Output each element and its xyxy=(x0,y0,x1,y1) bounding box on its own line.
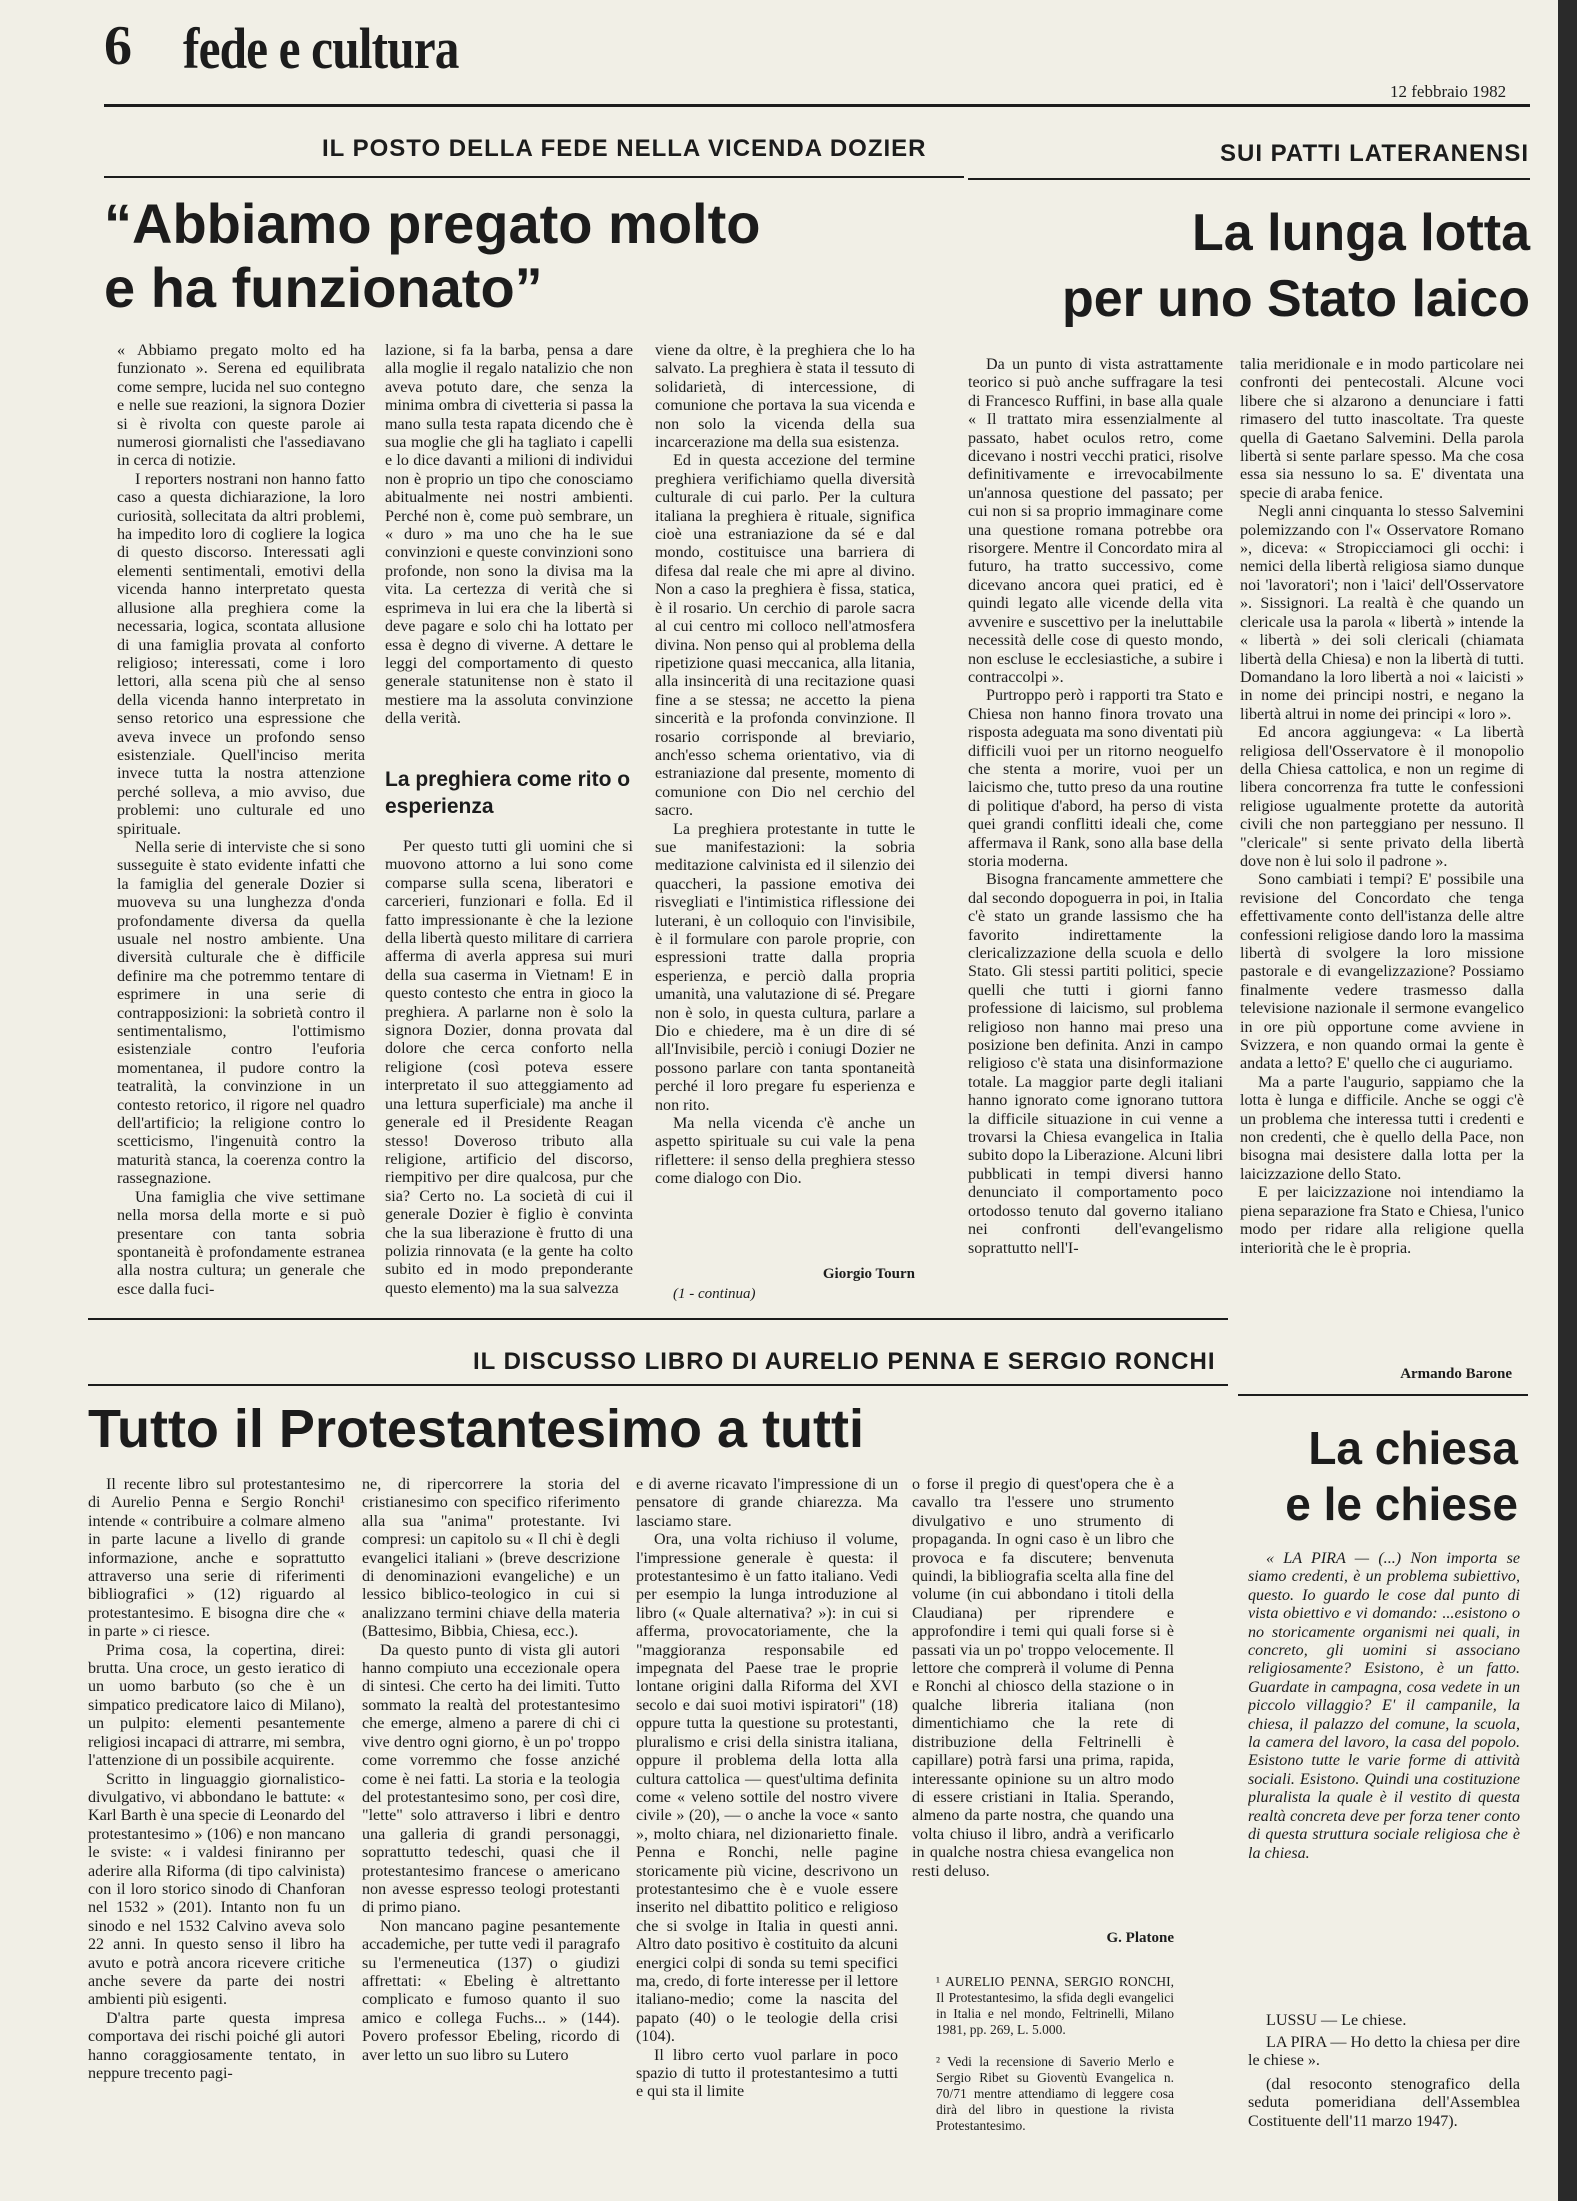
article3-footnote-1: ¹ AURELIO PENNA, SERGIO RONCHI, Il Protestantesimo, la sfida degli evangelici in Italia e nel mondo, Feltrinelli, Milano 1981, pp. 269, L. 5.000. xyxy=(936,1974,1174,2037)
article1-subheading: La preghiera come rito o esperienza xyxy=(385,768,631,818)
page-number: 6 xyxy=(104,15,132,77)
article3-kicker: IL DISCUSSO LIBRO DI AURELIO PENNA E SERGIO RONCHI xyxy=(473,1348,1216,1375)
article3-column-1: Il recente libro sul protestantesimo di Aurelio Penna e Sergio Ronchi¹ intende « contribuire a colmare almeno in parte lacune a livello di grande informazione, anche e soprattutto attraverso una serie di riferimenti bibliografici » (12) riguardo al protestantesimo. E bisogna dire che « in parte » ci riesce. Prima cosa, la copertina, direi: brutta. Una croce, un gesto ieratico di un uomo barbuto (so che è un simpatico predicatore laico di Milano), un pulpito: elementi pesantemente religiosi incapaci di attrarre, mi sembra, l'attenzione di un possibile acquirente. Scritto in linguaggio giornalistico-divulgativo, vi abbondano le battute: « Karl Barth è una specie di Leonardo del protestantesimo » (106) e non mancano le sviste: « i valdesi finiranno per aderire alla Riforma (di tipo calvinista) con il loro storico sinodo di Chanforan nel 1532 » (201). Intanto non fu un sinodo e nel 1532 Calvino aveva solo 22 anni. In questo senso il libro ha avuto e potrà ancora ricevere critiche anche severe da parte dei nostri ambienti più esigenti. D'altra parte questa impresa comportava dei rischi poiché gli autori hanno coraggiosamente tentato, in neppure trecento pagi- xyxy=(88,1476,345,2082)
box-source: (dal resoconto stenografico della seduta pomeridiana dell'Assemblea Costituente dell'11 marzo 1947). xyxy=(1248,2076,1520,2130)
article2-signature: Armando Barone xyxy=(1400,1366,1512,1382)
article1-kicker: IL POSTO DELLA FEDE NELLA VICENDA DOZIER xyxy=(322,135,927,162)
article3-signature: G. Platone xyxy=(1106,1930,1174,1946)
section-title: fede e cultura xyxy=(183,16,459,81)
article3-top-rule xyxy=(88,1318,1228,1320)
box-quote-3: LA PIRA — Ho detto la chiesa per dire le chiese ». xyxy=(1248,2034,1520,2070)
article3-column-2: ne, di ripercorrere la storia del cristianesimo con specifico riferimento alla sua "anima" protestante. Ivi compresi: un capitolo su « Il chi è degli evangelici italiani » (breve descrizione di denominazioni evangeliche) e un lessico biblico-teologico in cui si analizzano termini chiave della materia (Battesimo, Bibbia, Chiesa, ecc.). Da questo punto di vista gli autori hanno compiuto una eccezionale opera di sintesi. Che certo ha dei limiti. Tutto sommato la realtà del protestantesimo che emerge, almeno a parere di chi ci vive dentro ogni giorno, è un po' troppo come vorremmo che fosse anziché come è nei fatti. La storia e la teologia del protestantesimo sono, per così dire, "lette" solo attraverso i libri e dentro una galleria di grandi personaggi, soprattutto tedeschi, quasi che il protestantesimo francese o americano non avesse espresso teologi protestanti di primo piano. Non mancano pagine pesantemente accademiche, per tutte vedi il paragrafo su l'ermeneutica (137) o giudizi affrettati: « Ebeling è altrettanto complicato e fumoso quanto il suo amico e collega Fuchs... » (144). Povero professor Ebeling, ricordo di aver letto un suo libro su Lutero xyxy=(362,1476,620,2064)
article2-headline: La lunga lotta per uno Stato laico xyxy=(1061,204,1530,328)
box-top-rule xyxy=(1238,1394,1528,1396)
box-headline: La chiesa e le chiese xyxy=(1285,1422,1518,1530)
issue-date: 12 febbraio 1982 xyxy=(1390,82,1507,101)
article1-continued: (1 - continua) xyxy=(673,1286,756,1302)
article1-kicker-rule xyxy=(104,176,964,178)
article1-column-1: « Abbiamo pregato molto ed ha funzionato ». Serena ed equilibrata come sempre, lucida nel suo contegno e nelle sue reazioni, la signora Dozier si è rivolta con queste parole ai numerosi giornalisti che l'assediavano in cerca di notizie. I reporters nostrani non hanno fatto caso a questa dichiarazione, la loro curiosità, sollecitata da altri problemi, ha impedito loro di cogliere la logica di questo discorso. Interessati agli elementi sentimentali, emotivi della vicenda hanno interpretato questa allusione alla preghiera come la necessaria, logica, scontata allusione di una famiglia provata al conforto religioso; interessati, come i loro lettori, alla scena più che al senso della vicenda hanno interpretato in senso retorico una espressione che aveva invece un profondo senso esistenziale. Quell'inciso merita invece tutta la nostra attenzione perché solleva, a mio avviso, due problemi: uno culturale ed uno spirituale. Nella serie di interviste che si sono susseguite è stato evidente infatti che la famiglia del generale Dozier si muoveva su una lunghezza d'onda profondamente diversa da quella usuale nel nostro ambiente. Una diversità culturale che è difficile definire ma che potremmo tentare di esprimere in una serie di contrapposizioni: la sobrietà contro il sentimentalismo, l'ottimismo esistenziale contro l'euforia momentanea, il pudore contro la teatralità, la convinzione in un contesto retorico, il rigore nel quadro dell'artificio; la religione contro lo scetticismo, l'ingenuità contro la maturità stanca, la coerenza contro la rassegnazione. Una famiglia che vive settimane nella morsa della morte e si può presentare con tanta sobria spontaneità è profondamente estranea alla nostra cultura; un generale che esce dalla fuci- xyxy=(117,342,365,1298)
article1-column-2b: Per questo tutti gli uomini che si muovono attorno a lui sono come comparse sulla scena, liberatori e carcerieri, funzionari e folla. Ed il fatto impressionante è che la lezione della libertà questo militare di carriera afferma di averla appresa sui muri della sua caserma in Vietnam! E in questo contesto che entra in gioco la preghiera. A parlarne non è solo la signora Dozier, donna provata dal dolore che cerca conforto nella religione (così poteva essere interpretato il suo atteggiamento ad una lettura superficiale) ma anche il generale ed il Presidente Reagan stesso! Doveroso tributo alla religione, artificio del discorso, riempitivo per dire qualcosa, pur che sia? Certo no. La società di cui il generale Dozier è figlio è convinta che la sua liberazione è frutto di una polizia rinnovata (e la gente ha colto subito ed in modo preponderante questo elemento) ma la sua salvezza xyxy=(385,838,633,1297)
article2-column-2: talia meridionale e in modo particolare nei confronti dei pentecostali. Alcune voci libere che si alzarono a denunciare i fatti rimasero del tutto inascoltate. Tra queste quella di Gaetano Salvemini. Della parola libertà si sente parlare spesso. Ma che cosa essa sia nessuno lo sa. E' diventata una specie di araba fenice. Negli anni cinquanta lo stesso Salvemini polemizzando con l'« Osservatore Romano », diceva: « Stropicciamoci gli occhi: i nemici della libertà religiosa siamo dunque noi 'lavoratori'; non i 'laici' dell'Osservatore ». Sissignori. La realtà è che quando un clericale usa la parola « libertà » intende la « libertà » dei soli clericali (chiamata libertà della Chiesa) e non la libertà di tutti. Domandano la loro libertà a noi « laicisti » in nome dei principi nostri, e negano la libertà altrui in nome dei principi « loro ». Ed ancora aggiungeva: « La libertà religiosa dell'Osservatore è il monopolio della Chiesa cattolica, e non un regime di libera concorrenza fra tutte le confessioni religiose ugualmente protette da autorità civili che non parteggiano per nessuno. Il "clericale" si sente privato della libertà dove non è lui solo il padrone ». Sono cambiati i tempi? E' possibile una revisione del Concordato che tenga effettivamente conto dell'istanza delle altre confessioni religiose dando loro la massima libertà di svolgere la loro missione pastorale e di evangelizzazione? Possiamo finalmente vedere trasmesso dalla televisione nazionale il sermone evangelico in ore più opportune come avviene in Svizzera, e non quando ormai la gente è andata a letto? E' quello che ci auguriamo. Ma a parte l'augurio, sappiamo che la lotta è lunga e difficile. Anche se oggi c'è un problema che interessa tutti i credenti e non credenti, che è quello della Pace, non bisogna mai desistere dalla lotta per la laicizzazione dello Stato. E per laicizzazione noi intendiamo la piena separazione fra Stato e Chiesa, l'unico modo per ridare alla religione quella interiorità che le è propria. xyxy=(1240,356,1524,1257)
article1-signature: Giorgio Tourn xyxy=(822,1266,915,1282)
box-quote-2: LUSSU — Le chiese. xyxy=(1266,2012,1407,2029)
header-rule xyxy=(104,104,1530,107)
article3-headline: Tutto il Protestantesimo a tutti xyxy=(88,1399,865,1459)
article2-kicker: SUI PATTI LATERANENSI xyxy=(1220,140,1529,167)
box-quote-1: « LA PIRA — (...) Non importa se siamo credenti, è un problema subiettivo, questo. Io guardo le cose dal punto di vista obiettivo e vi domando: ...esistono o no storicamente organismi nei quali, in concreto, gli uomini si associano religiosamente? Esistono, è un fatto. Guardate in campagna, cosa vedete in un piccolo villaggio? E' il campanile, la chiesa, il palazzo del comune, la scuola, la camera del lavoro, la casa del popolo. Esistono tutte le varie forme di attività sociali. Esistono. Quindi una costituzione pluralista la quale è il vestito di questa realtà concreta deve per forza tener conto di questa struttura sociale religiosa che è la chiesa. xyxy=(1248,1550,1520,1862)
article1-headline: “Abbiamo pregato molto e ha funzionato” xyxy=(104,192,761,320)
article3-kicker-rule xyxy=(88,1384,1228,1386)
article3-column-4: o forse il pregio di quest'opera che è a cavallo tra l'essere uno strumento divulgativo e uno strumento di propaganda. In ogni caso è un libro che provoca e fa discutere; benvenuta quindi, la bibliografia scelta alla fine del volume (in cui abbondano i titoli della Claudiana) per riprendere e approfondire i temi qui quali forse si è passati via un po' troppo velocemente. Il lettore che comprerà il volume di Penna e Ronchi al chiosco della stazione o in qualche libreria italiana (non dimentichiamo che la rete di distribuzione della Feltrinelli è capillare) potrà farsi una prima, rapida, interessante opinione su un altro modo di essere cristiani in Italia. Sperando, almeno da parte nostra, che quando una volta chiuso il libro, andrà a verificarlo in qualche nostra chiesa evangelica non resti deluso. xyxy=(912,1476,1174,1880)
article2-column-1: Da un punto di vista astrattamente teorico si può anche suffragare la tesi di Francesco Ruffini, in base alla quale « Il trattato mira essenzialmente al passato, habet oculos retro, come dicevano i nostri vecchi pratici, risolve definitivamente e irrevocabilmente un'annosa questione del passato; per cui non si sa proprio immaginare come una questione romana potrebbe ora risorgere. Mentre il Concordato mira al futuro, ha tratto successivo, come dicevano ancora quei pratici, ed è quindi legato alle vicende della vita avvenire e suscettivo per la ineluttabile necessità delle cose di questo mondo, non escluse le ecclesiastiche, a subire i contraccolpi ». Purtroppo però i rapporti tra Stato e Chiesa non hanno finora trovato una risposta adeguata ma sono diventati più difficili vuoi per un ritorno neoguelfo che stenta a morire, vuoi per un laicismo che, tutto preso da una routine di politique d'abord, ha perso di vista quei grandi conflitti ideali che, come affermava il Rank, sono alla base della storia moderna. Bisogna francamente ammettere che dal secondo dopoguerra in poi, in Italia c'è stato un grande lassismo che ha favorito indirettamente la clericalizzazione della scuola e dello Stato. Gli stessi partiti politici, specie quelli che tutti i giorni fanno professione di laicismo, sul problema religioso non hanno mai preso una posizione ben definita. Anzi in campo religioso c'è stata una disinformazione totale. La maggior parte degli italiani hanno ignorato come ignorano tuttora la difficile situazione in cui venne a trovarsi la Chiesa evangelica in Italia subito dopo la Liberazione. Alcuni libri pubblicati in tempi diversi hanno denunciato il comportamento poco ortodosso tenuto dal governo italiano nei confronti dell'evangelismo soprattutto nell'I- xyxy=(968,356,1223,1257)
article3-footnote-2: ² Vedi la recensione di Saverio Merlo e Sergio Ribet su Gioventù Evangelica n. 70/71 mentre attendiamo di leggere cosa dirà del libro in questione la rivista Protestantesimo. xyxy=(936,2054,1174,2133)
page-edge xyxy=(1558,0,1577,2201)
article3-column-3: e di averne ricavato l'impressione di un pensatore di grande chiarezza. Ma lasciamo stare. Ora, una volta richiuso il volume, l'impressione generale è questa: il protestantesimo è un fatto italiano. Vedi per esempio la lunga introduzione al libro (« Quale alternativa? »): in cui si afferma, provocatoriamente, che la "maggioranza responsabile ed impegnata del Paese trae le proprie lontane origini dalla Riforma del XVI secolo e dai suoi motivi ispiratori" (18) oppure tutta la questione su protestanti, pluralismo e crisi della sinistra italiana, oppure il problema della lotta alla cultura cattolica — quest'ultima definita come « veleno sottile del nostro vivere civile » (20), — o anche la voce « santo », molto chiara, nel dizionarietto finale. Penna e Ronchi, nelle pagine storicamente più vicine, descrivono un protestantesimo che è e vuole essere inserito nel dibattito politico e religioso che si svolge in Italia in questi anni. Altro dato positivo è costituito da alcuni energici colpi di sonda su temi specifici ma, credo, di forte interesse per il lettore italiano-medio; come la nascita del papato (40) o le teologie della crisi (104). Il libro certo vuol parlare in poco spazio di tutto il protestantesimo a tutti e qui sta il limite xyxy=(636,1476,898,2101)
article2-kicker-rule xyxy=(968,178,1530,180)
article1-column-3: viene da oltre, è la preghiera che lo ha salvato. La preghiera è stata il tessuto di solidarietà, di intercessione, di comunione che portava la sua vicenda e non solo la vicenda della sua incarcerazione ma della sua esistenza. Ed in questa accezione del termine preghiera verifichiamo quella diversità culturale di cui parlo. Per la cultura italiana la preghiera è rituale, significa cioè una estraniazione da sé e dal mondo, costituisce una barriera di difesa dal reale che mi apre al divino. Non a caso la preghiera è fissa, statica, è il rosario. Un cerchio di parole sacra al cui centro mi colloco nell'atmosfera divina. Non penso qui al problema della ripetizione quasi meccanica, alla litania, alla insincerità di una recitazione quasi fine a se stessa; ne accetto la piena sincerità e la profonda convinzione. Il rosario corrisponde al breviario, anch'esso schema orientativo, via di estraniazione dal presente, momento di comunione con Dio nel cerchio del sacro. La preghiera protestante in tutte le sue manifestazioni: la sobria meditazione calvinista ed il silenzio dei quaccheri, la passione emotiva dei risvegliati e l'intimistica riflessione dei luterani, è un colloquio con l'invisibile, è il formulare con parole proprie, con espressioni tratte dalla propria esperienza, e perciò dalla propria umanità, una valutazione di sé. Pregare non è solo, in questa cultura, parlare a Dio e chiedere, ma è un dire di sé all'Invisibile, perciò i coniugi Dozier ne possono parlare con tanta spontaneità perché il loro pregare fu esperienza e non rito. Ma nella vicenda c'è anche un aspetto spirituale su cui vale la pena riflettere: il senso della preghiera stesso come dialogo con Dio. xyxy=(655,342,915,1188)
article1-column-2a: lazione, si fa la barba, pensa a dare alla moglie il regalo natalizio che non aveva potuto dare, che senza la minima ombra di civetteria si passa la mano sulla testa rapata dicendo che è sua moglie che gli ha tagliato i capelli e lo dice davanti a milioni di individui non è proprio un tipo che conosciamo abitualmente nei nostri ambienti. Perché non è, come può sembrare, un « duro » ma uno che ha le sue convinzioni e queste convinzioni sono profonde, non sono la divisa ma la vita. La certezza di verità che si esprimeva in lui era che la libertà si deve pagare e solo chi ha lottato per essa è degno di viverne. A dettare le leggi del comportamento di questo generale statunitense non è stato il mestiere ma la assoluta convinzione della verità. xyxy=(385,342,633,728)
